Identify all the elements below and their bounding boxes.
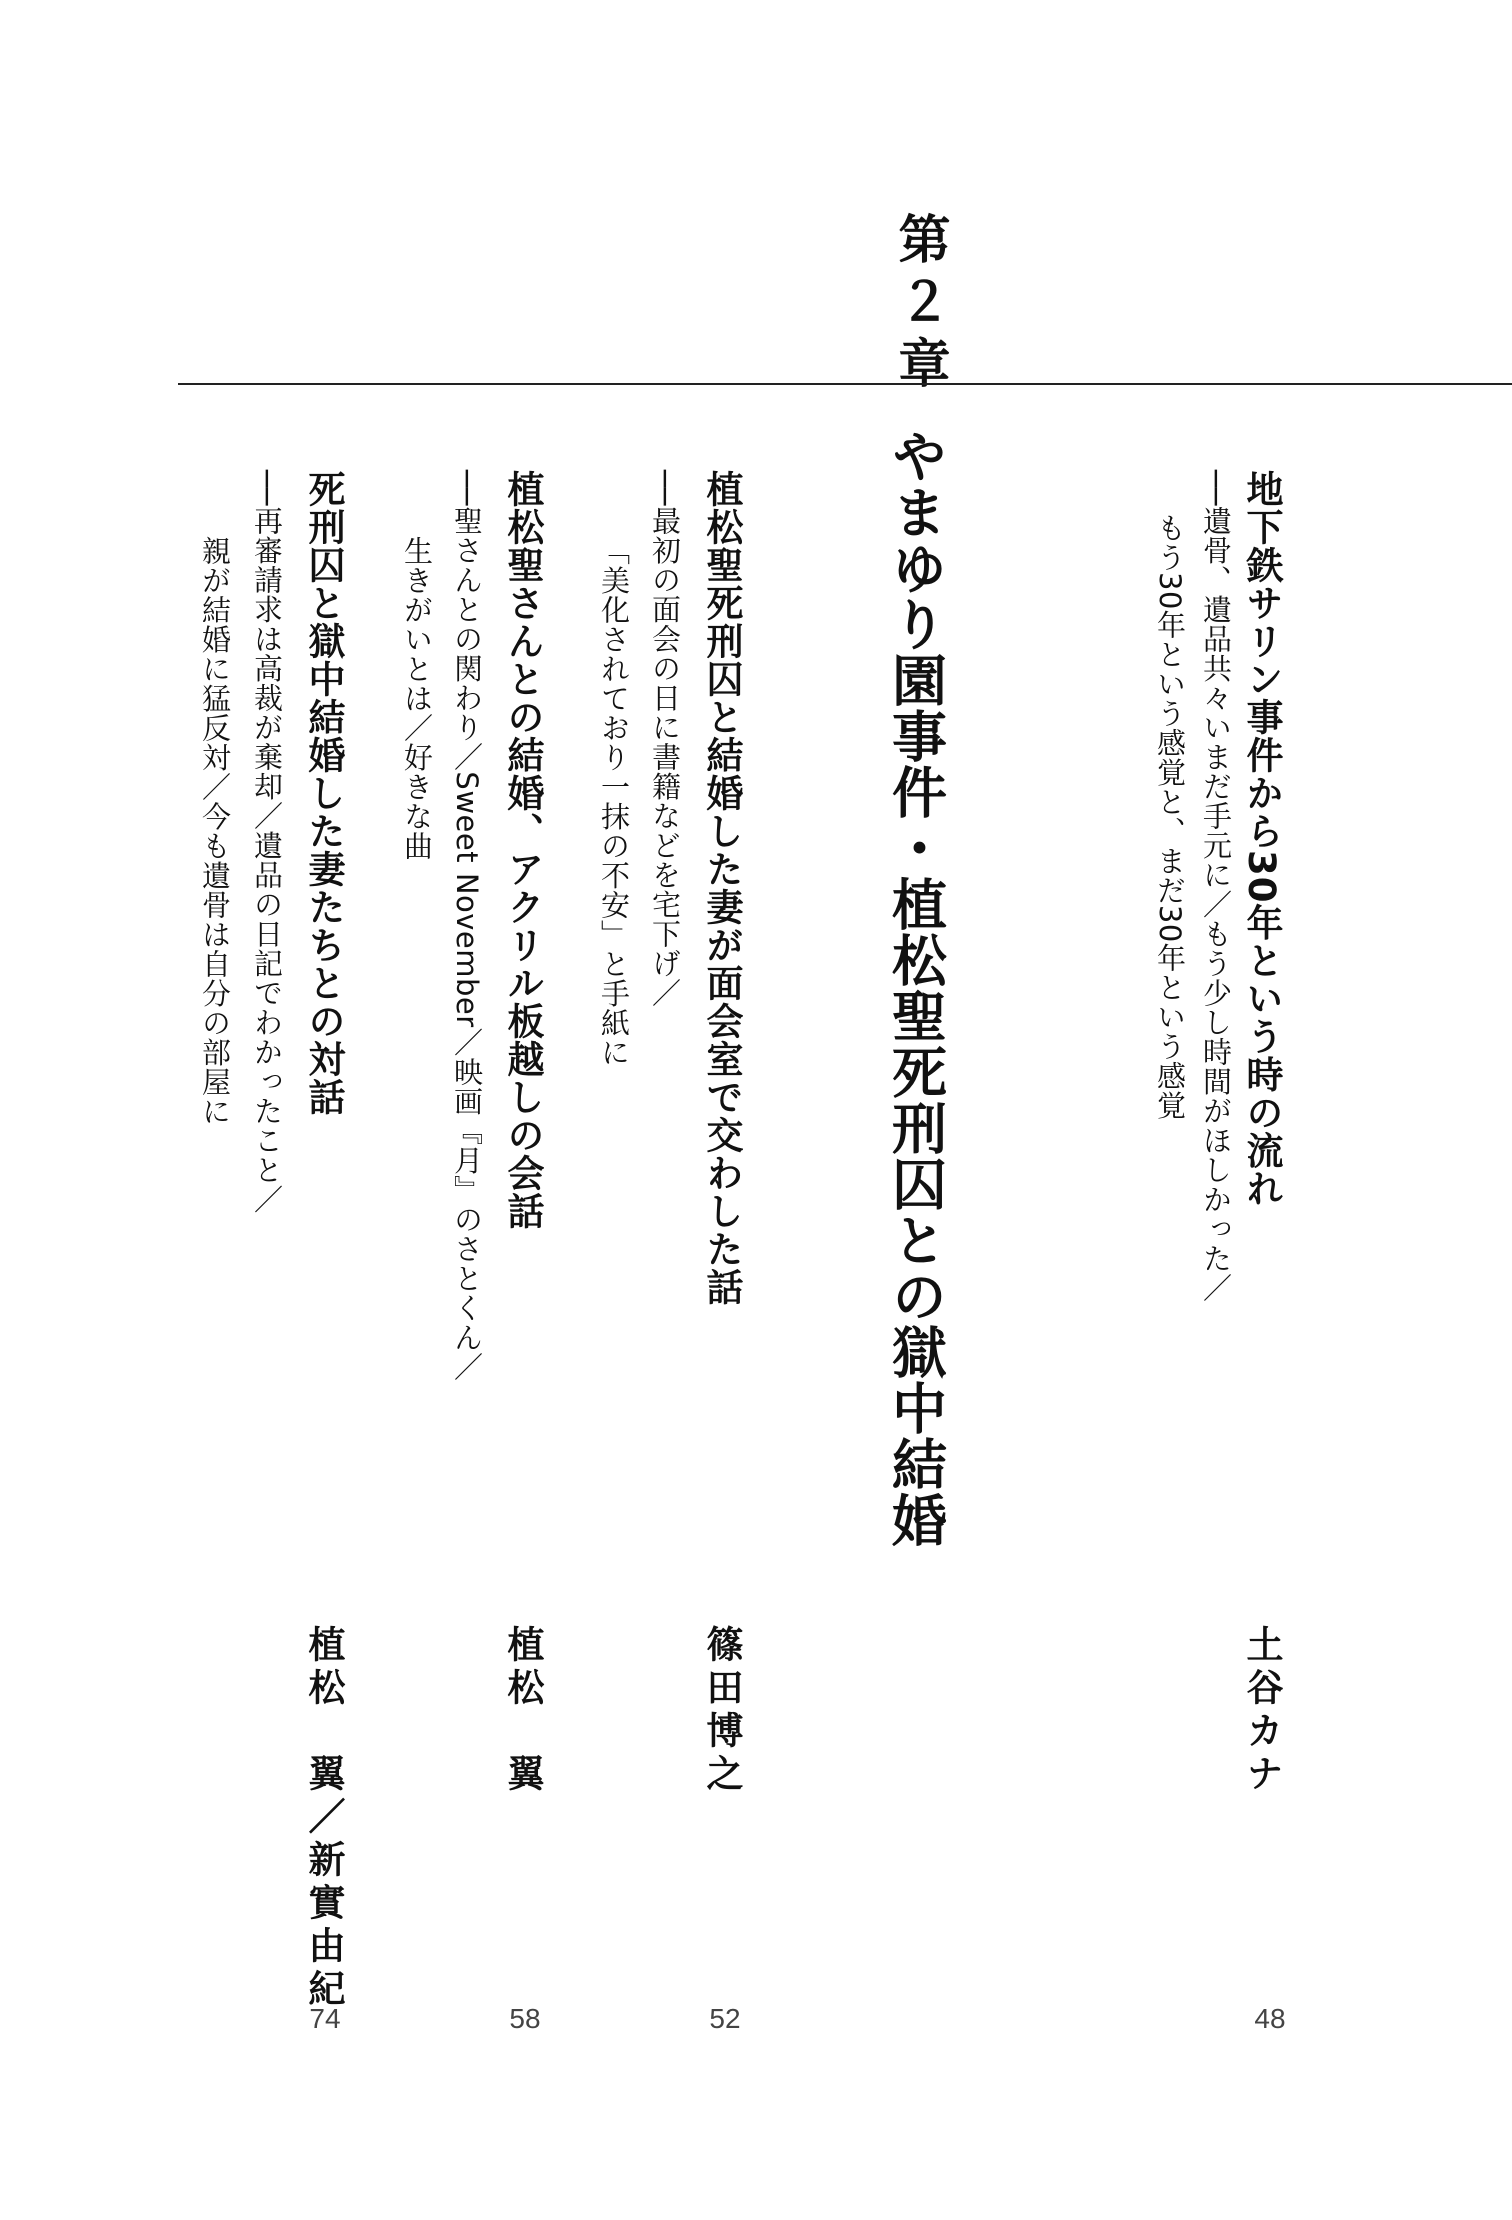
entry-subtitle: 親が結婚に猛反対／今も遺骨は自分の部屋に bbox=[198, 536, 232, 1126]
entry-page-number: 74 bbox=[309, 2003, 341, 2034]
entry-title[interactable]: 死刑囚と獄中結婚した妻たちとの対話 bbox=[302, 470, 345, 1116]
part-title: やまゆり園事件・植松聖死刑囚との獄中結婚 bbox=[883, 428, 947, 1548]
chapter-heading: 第２章 bbox=[889, 212, 949, 398]
chapter-divider bbox=[178, 383, 1512, 385]
entry-subtitle: もう30年という感覚と、まだ30年という感覚 bbox=[1153, 513, 1187, 1120]
entry-page-number: 48 bbox=[1254, 2003, 1286, 2034]
entry-title[interactable]: 植松聖死刑囚と結婚した妻が面会室で交わした話 bbox=[700, 470, 743, 1306]
entry-title[interactable]: 植松聖さんとの結婚、アクリル板越しの会話 bbox=[501, 470, 544, 1230]
entry-subtitle: 生きがいとは／好きな曲 bbox=[400, 536, 434, 861]
entry-page-number: 58 bbox=[509, 2003, 541, 2034]
entry-subtitle: ──最初の面会の日に書籍などを宅下げ／ bbox=[648, 470, 682, 1008]
entry-subtitle: ──再審請求は高裁が棄却／遺品の日記でわかったこと／ bbox=[250, 470, 284, 1214]
entry-author: 植松 翼／新實由紀 bbox=[302, 1625, 345, 2012]
entry-subtitle: 「美化されており一抹の不安」と手紙に bbox=[597, 536, 631, 1067]
entry-subtitle: ──聖さんとの関わり／Sweet November／映画『月』のさとくん／ bbox=[450, 470, 484, 1382]
entry-author: 篠田博之 bbox=[700, 1625, 743, 1797]
entry-author: 土谷カナ bbox=[1240, 1625, 1283, 1797]
entry-page-number: 52 bbox=[709, 2003, 741, 2034]
entry-subtitle: ──遺骨、遺品共々いまだ手元に／もう少し時間がほしかった／ bbox=[1199, 470, 1233, 1303]
entry-author: 植松 翼 bbox=[501, 1625, 544, 1797]
entry-title[interactable]: 地下鉄サリン事件から30年という時の流れ bbox=[1240, 470, 1283, 1208]
